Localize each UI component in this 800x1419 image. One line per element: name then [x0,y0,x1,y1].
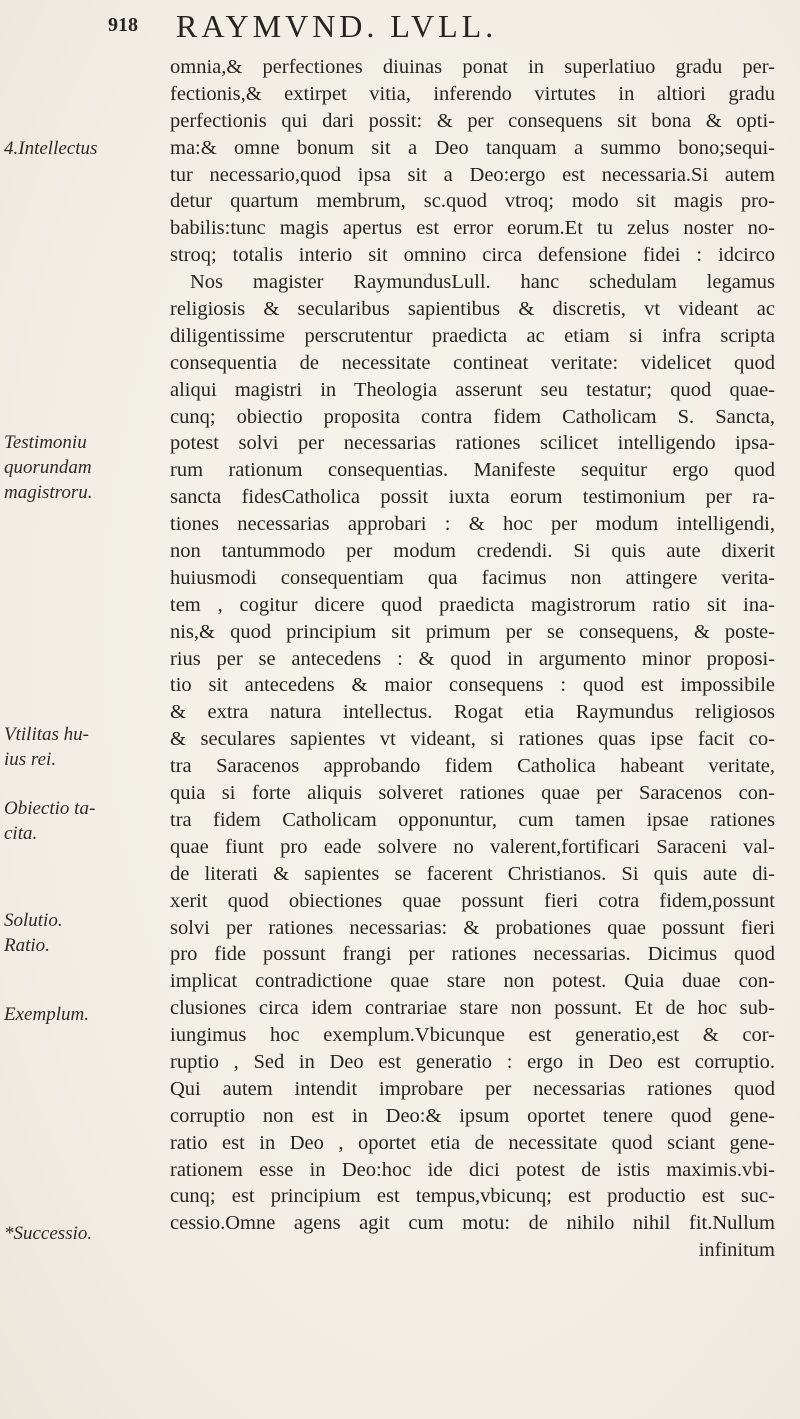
margin-note-vtilitas [4,722,164,772]
text-line: quia si forte aliquis solveret rationes quae per Saracenos con- [170,782,775,805]
text-line: ratio est in Deo , oportet etia de necessitate quod sciant gene- [170,1131,775,1154]
text-line: fectionis,& extirpet vitia, inferendo virtutes in altiori gradu [170,82,775,105]
text-line: & extra natura intellectus. Rogat etia Raymundus religiosos [170,701,775,724]
text-line: ruptio , Sed in Deo est generatio : ergo in Deo est corruptio. [170,1050,775,1073]
margin-note-line: quorundam [4,457,92,478]
margin-note-successio [4,1221,164,1246]
text-line: tra fidem Catholicam opponuntur, cum tamen ipsae rationes [170,808,775,831]
text-line: huiusmodi consequentiam qua facimus non attingere verita- [170,566,775,589]
text-line: quae fiunt pro eade solvere no valerent,fortificari Saraceni val- [170,835,775,858]
margin-note-line: cita. [4,823,38,844]
text-line: tra Saracenos approbando fidem Catholica habeant veritate, [170,755,775,778]
text-line: babilis:tunc magis apertus est error eorum.Et tu zelus noster no- [170,217,775,240]
text-line: tio sit antecedens & maior consequens : quod est impossibile [170,674,775,697]
text-line: rius per se antecedens : & quod in argumento minor proposi- [170,647,775,670]
text-line: stroq; totalis interio sit omnino circa defensione fidei : idcirco [170,244,775,267]
text-line: sancta fidesCatholica possit iuxta eorum testimonium per ra- [170,486,775,509]
margin-note-line: Vtilitas hu- [4,724,89,745]
text-line: & seculares sapientes vt videant, si rationes quas ipse facit co- [170,728,775,751]
margin-note-line: 4.Intellectus [4,138,98,159]
text-line: rationem esse in Deo:hoc ide dici potest de istis maximis.vbi- [170,1158,775,1181]
margin-note-solutio [4,908,164,958]
text-line: Qui autem intendit improbare per necessarias rationes quod [170,1077,775,1100]
text-line: cunq; obiectio proposita contra fidem Catholicam S. Sancta, [170,405,775,428]
margin-note-exemplum [4,1002,164,1027]
text-line: rum rationum consequentias. Manifeste sequitur ergo quod [170,459,775,482]
text-line: solvi per rationes necessarias: & probationes quae possunt fieri [170,916,775,939]
margin-note-intellectus [4,136,164,161]
margin-note-line: Obiectio ta- [4,798,96,819]
page-header [108,6,728,52]
text-line: aliqui magistri in Theologia asserunt seu testatur; quod quae- [170,378,775,401]
text-line: iungimus hoc exemplum.Vbicunque est generatio,est & cor- [170,1024,775,1047]
text-line: consequentia de necessitate contineat veritate: videlicet quod [170,351,775,374]
margin-note-obiectio [4,796,164,846]
text-line: clusiones circa idem contrariae stare non possunt. Et de hoc sub- [170,997,775,1020]
page-number: 918 [108,14,138,36]
text-line: tem , cogitur dicere quod praedicta magistrorum ratio sit ina- [170,593,775,616]
text-line: non tantummodo per modum credendi. Si quis aute dixerit [170,540,775,563]
text-line: cunq; est principium est tempus,vbicunq; est productio est suc- [170,1185,775,1208]
margin-note-line: *Successio. [4,1223,93,1244]
body-text [170,54,775,1264]
text-line: nis,& quod principium sit primum per se consequens, & poste- [170,620,775,643]
running-head: RAYMVND. LVLL. [176,8,498,44]
text-line: ma:& omne bonum sit a Deo tanquam a summo bono;sequi- [170,136,775,159]
text-line: implicat contradictione quae stare non potest. Quia duae con- [170,970,775,993]
text-line: potest solvi per necessarias rationes scilicet intelligendo ipsa- [170,432,775,455]
text-line: xerit quod obiectiones quae possunt fieri cotra fidem,possunt [170,889,775,912]
margin-note-line: ius rei. [4,749,57,770]
text-line: tiones necessarias approbari : & hoc per modum intelligendi, [170,513,775,536]
margin-note-line: magistroru. [4,482,93,503]
text-line: pro fide possunt frangi per rationes necessarias. Dicimus quod [170,943,775,966]
margin-note-testimonium [4,430,164,505]
text-line: religiosis & secularibus sapientibus & discretis, vt videant ac [170,298,775,321]
text-line: Nos magister RaymundusLull. hanc schedulam legamus [190,271,775,294]
margin-note-line: Exemplum. [4,1004,89,1025]
margin-note-line: Testimoniu [4,432,87,453]
text-line: omnia,& perfectiones diuinas ponat in superlatiuo gradu per- [170,56,775,78]
text-line: cessio.Omne agens agit cum motu: de nihilo nihil fit.Nullum [170,1212,775,1235]
margin-note-line: Ratio. [4,935,50,956]
text-line: diligentissime perscrutentur praedicta ac etiam si infra scripta [170,324,775,347]
text-line: corruptio non est in Deo:& ipsum oportet tenere quod gene- [170,1104,775,1127]
text-line: infinitum [698,1239,775,1262]
text-line: tur necessario,quod ipsa sit a Deo:ergo est necessaria.Si autem [170,163,775,186]
text-line: de literati & sapientes se facerent Christianos. Si quis aute di- [170,862,775,885]
text-line: perfectionis qui dari possit: & per consequens sit bona & opti- [170,109,775,132]
margin-note-line: Solutio. [4,910,63,931]
text-line: detur quartum membrum, sc.quod vtroq; modo sit magis pro- [170,190,775,213]
